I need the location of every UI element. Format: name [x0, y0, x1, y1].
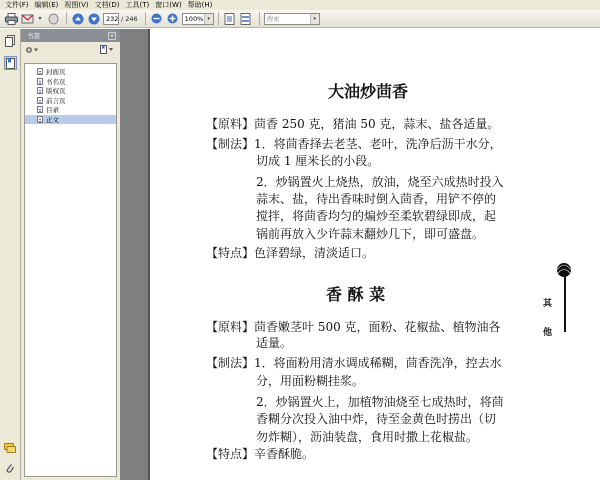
chevron-down-icon: ▾ [204, 14, 213, 24]
recipe-text-line: 搅拌，将茴香均匀的煸炒至柔软碧绿即成，起 [256, 209, 497, 223]
bookmark-label: 封面页 [46, 68, 66, 77]
search-box[interactable] [264, 13, 320, 25]
zoom-select[interactable] [182, 13, 214, 25]
bookmark-label: 正文 [46, 115, 59, 124]
bookmark-page-icon [37, 78, 43, 85]
menu-document[interactable]: 文档(D) [94, 1, 120, 9]
bookmark-item[interactable] [25, 77, 116, 87]
next-page-icon[interactable] [87, 12, 101, 26]
recipe-text-line: 2．炒锅置火上，加植物油烧至七成热时，将茴 [256, 395, 504, 409]
recipe-text-line: 【特点】辛香酥脆。 [206, 447, 315, 461]
menu-view[interactable]: 视图(V) [64, 1, 89, 9]
recipe-text-line: 【原料】茴香 250 克，猪油 50 克，蒜末、盐各适量。 [206, 117, 500, 131]
menu-help[interactable]: 帮助(H) [187, 1, 213, 9]
menu-bar [0, 0, 600, 10]
bookmark-page-icon [37, 68, 43, 75]
comments-icon[interactable] [4, 442, 16, 454]
chapter-side-rule [564, 276, 566, 332]
chapter-side-label: 其 [543, 299, 553, 309]
navigation-pane-strip [0, 29, 21, 480]
search-placeholder: 搜索 [266, 15, 280, 23]
toolbar-divider [259, 12, 260, 25]
bookmark-item[interactable] [25, 105, 116, 115]
recipe-text-line: 锅前再放入少许蒜末翻炒几下，即可盛盘。 [256, 227, 485, 241]
print-icon[interactable] [4, 12, 18, 26]
recipe-text-line: 【特点】色泽碧绿，清淡适口。 [206, 246, 375, 260]
recipe-text-line: 【原料】茴香嫩茎叶 500 克，面粉、花椒盐、植物油各 [206, 320, 501, 334]
fit-page-icon[interactable] [223, 12, 237, 26]
zoom-value: 100% [184, 14, 204, 23]
menu-edit[interactable]: 编辑(E) [34, 1, 59, 9]
recipe-text-line: 勿炸糊），沥油装盘，食用时撒上花椒盐。 [256, 430, 479, 444]
bookmark-page-icon [37, 116, 43, 123]
attachments-icon[interactable] [4, 462, 16, 474]
toolbar-divider [145, 12, 146, 25]
bookmarks-panel-title: 书签 [27, 32, 40, 40]
previous-page-icon[interactable] [71, 12, 85, 26]
bookmark-label: 前言页 [46, 96, 66, 105]
bookmark-item[interactable] [25, 86, 116, 96]
bookmark-options-button[interactable] [25, 46, 39, 54]
menu-tools[interactable]: 工具(T) [125, 1, 150, 9]
close-panel-button[interactable]: x [108, 32, 116, 40]
menu-window[interactable]: 窗口(W) [155, 1, 182, 9]
zoom-out-icon[interactable] [150, 12, 164, 26]
bookmark-page-icon [37, 106, 43, 113]
toolbar-divider [66, 12, 67, 25]
zoom-in-icon[interactable] [166, 12, 180, 26]
recipe-title: 大油炒茴香 [328, 82, 409, 101]
new-bookmark-button[interactable] [100, 45, 114, 54]
toolbar [0, 10, 600, 28]
recipe-text-line: 切成 1 厘米长的小段。 [256, 154, 380, 168]
chevron-down-icon: ▾ [310, 14, 319, 24]
recipe-title: 香 酥 菜 [326, 285, 386, 304]
recipe-text-line: 适量。 [256, 336, 293, 350]
bookmarks-tree [24, 63, 117, 477]
document-page[interactable] [150, 29, 600, 480]
recipe-text-line: 【制法】1．将茴香择去老茎、老叶，洗净后沥干水分， [206, 137, 502, 151]
recipe-text-line: 2．炒锅置火上烧热，放油，烧至六成热时投入 [256, 175, 504, 189]
bookmarks-panel [21, 29, 120, 480]
page-number-input[interactable]: 232 [103, 13, 119, 25]
chapter-ornament-icon [555, 262, 577, 282]
toolbar-divider [218, 12, 219, 25]
bookmark-item[interactable] [25, 67, 116, 77]
document-canvas-margin [120, 29, 150, 480]
bookmark-label: 版权页 [46, 87, 66, 96]
recipe-text-line: 蒜末、盐，待出香味时倒入茴香，用铲不停的 [256, 192, 497, 206]
recipe-text-line: 分，用面粉糊挂浆。 [256, 374, 365, 388]
bookmark-label: 书名页 [46, 77, 66, 86]
email-icon[interactable] [20, 12, 34, 26]
bookmark-page-icon [37, 87, 43, 94]
recipe-text-line: 香糊分次投入油中炸，待至金黄色时捞出（切 [256, 412, 497, 426]
bookmark-label: 目录 [46, 106, 59, 115]
page-total: / 246 [121, 14, 138, 23]
pages-icon[interactable] [4, 35, 16, 47]
bookmark-page-icon [37, 97, 43, 104]
hand-tool-icon[interactable] [46, 12, 60, 26]
bookmarks-icon[interactable] [4, 56, 17, 70]
dropdown-arrow-icon[interactable]: ▾ [38, 15, 42, 22]
menu-file[interactable]: 文件(F) [5, 1, 29, 9]
bookmark-item[interactable] [25, 96, 116, 106]
chapter-side-label: 他 [543, 328, 553, 338]
bookmarks-toolbar [21, 42, 120, 57]
fit-width-icon[interactable] [239, 12, 253, 26]
bookmark-item-selected[interactable] [25, 115, 116, 125]
recipe-text-line: 【制法】1．将面粉用清水调成稀糊，茴香洗净，控去水 [206, 356, 502, 370]
bookmarks-panel-header [21, 29, 120, 42]
